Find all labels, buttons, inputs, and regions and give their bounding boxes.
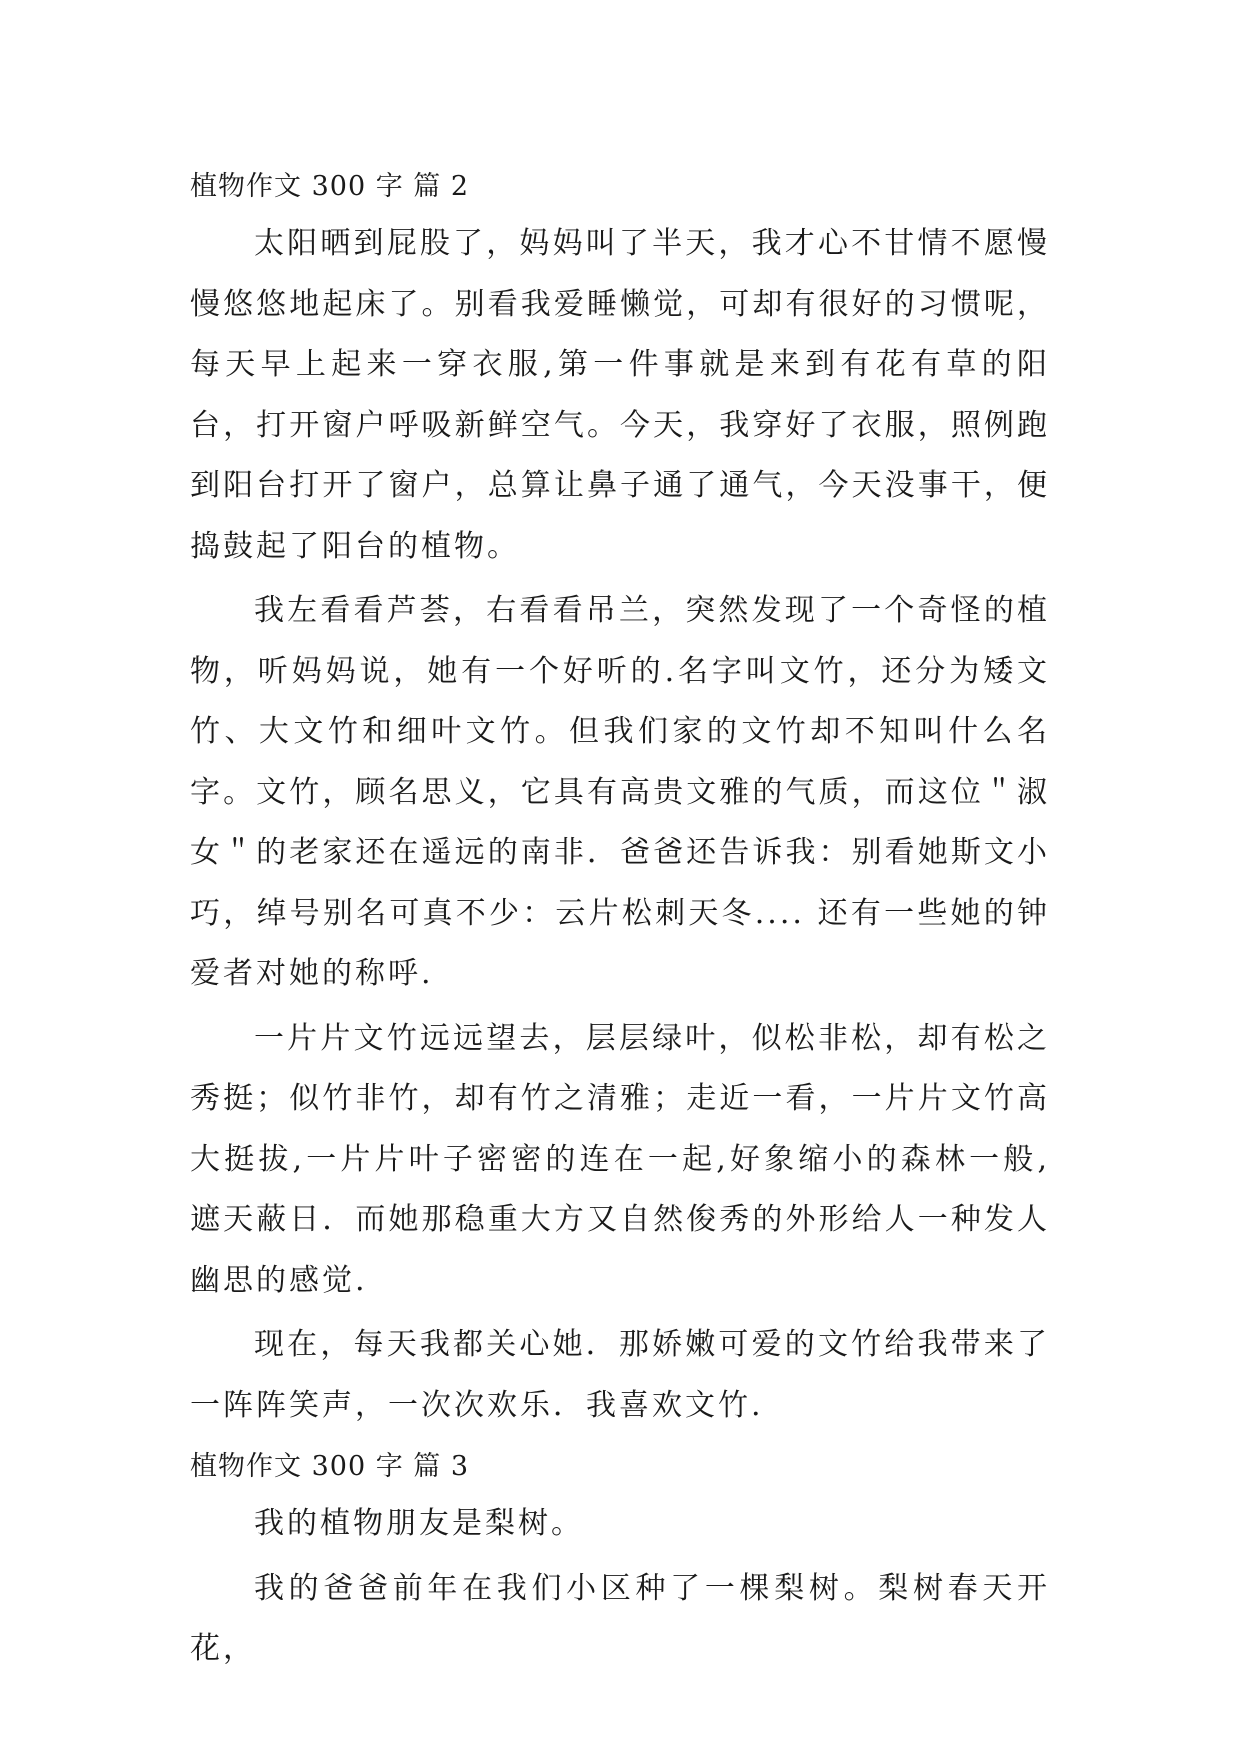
section-heading: 植物作文 300 字 篇 2 [190, 171, 470, 202]
essay-section-2 [190, 160, 1050, 1436]
section-heading: 植物作文 300 字 篇 3 [190, 1451, 470, 1482]
paragraph: 现在，每天我都关心她．那娇嫩可爱的文竹给我带来了一阵阵笑声，一次次欢乐．我喜欢文竹. [190, 1327, 1050, 1423]
paragraph: 我左看看芦荟，右看看吊兰，突然发现了一个奇怪的植物，听妈妈说，她有一个好听的.名字叫文竹，还分为矮文竹、大文竹和细叶文竹。但我们家的文竹却不知叫什么名字。文竹，顾名思义，它具有高贵文雅的气质，而这位＂淑女＂的老家还在遥远的南非．爸爸还告诉我：别看她斯文小巧，绰号别名可真不少：云片松刺天冬.... 还有一些她的钟爱者对她的称呼. [190, 593, 1050, 991]
paragraph: 我的爸爸前年在我们小区种了一棵梨树。梨树春天开花， [190, 1570, 1050, 1666]
paragraph: 太阳晒到屁股了，妈妈叫了半天，我才心不甘情不愿慢慢悠悠地起床了。别看我爱睡懒觉，可却有很好的习惯呢，每天早上起来一穿衣服,第一件事就是来到有花有草的阳台，打开窗户呼吸新鲜空气。今天，我穿好了衣服，照例跑到阳台打开了窗户，总算让鼻子通了通气，今天没事干，便捣鼓起了阳台的植物。 [190, 226, 1050, 564]
paragraph: 一片片文竹远远望去，层层绿叶，似松非松，却有松之秀挺；似竹非竹，却有竹之清雅；走近一看，一片片文竹高大挺拔,一片片叶子密密的连在一起,好象缩小的森林一般,遮天蔽日．而她那稳重大方又自然俊秀的外形给人一种发人幽思的感觉. [190, 1020, 1050, 1298]
document-body [190, 160, 1050, 1680]
paragraph: 我的植物朋友是梨树。 [254, 1506, 584, 1541]
essay-section-3 [190, 1440, 1050, 1680]
